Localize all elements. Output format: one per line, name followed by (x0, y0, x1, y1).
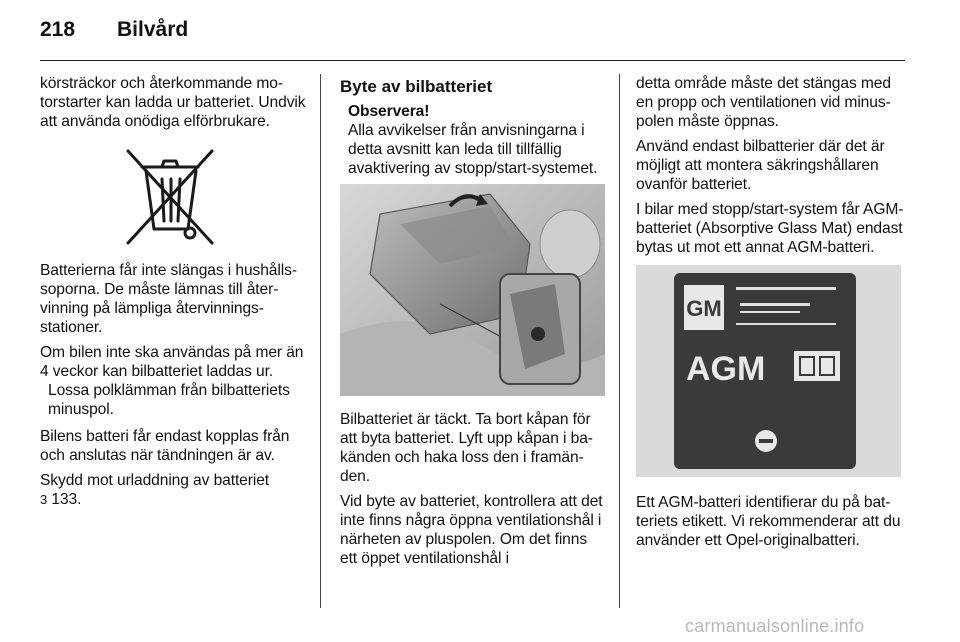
paragraph-remove-cover: Bilbatteriet är täckt. Ta bort kåpan för att byta batteriet. Lyft upp kåpan i bakänden och haka loss den i framänden. (340, 411, 593, 485)
paragraph-terminal: Lossa polklämman från bilbatteriets minuspol. (48, 382, 290, 418)
heading-battery-replacement: Byte av bilbatteriet (340, 77, 493, 96)
paragraph-fuse-holder: Använd endast bilbatterier där det är möjligt att montera säkringshållaren ovanför batteriet. (636, 138, 885, 193)
paragraph-vent-plug: detta område måste det stängas med en propp och ventilationen vid minuspolen måste öppnas. (636, 75, 891, 130)
column-divider-2 (619, 74, 620, 608)
column-3 (636, 74, 906, 556)
watermark: carmanualsonline.info (685, 616, 865, 636)
minus-terminal-icon (759, 439, 773, 443)
note-title: Observera! (348, 103, 430, 120)
column-1 (40, 74, 308, 515)
page-ref-arrow-icon: 3 (40, 492, 48, 507)
page-ref-link[interactable]: 133. (51, 491, 82, 508)
paragraph-ignition: Bilens batteri får endast kopplas från och anslutas när tändningen är av. (40, 428, 290, 464)
agm-battery-label-image (636, 265, 901, 477)
paragraph-agm-identify: Ett AGM-batteri identifierar du på batteriets etikett. Vi rekommenderar att du använder ett Opel-originalbatteri. (636, 494, 901, 549)
note-block (340, 102, 605, 178)
label-type: AGM (686, 350, 766, 388)
protection-text: Skydd mot urladdning av batteriet (40, 472, 270, 489)
recycling-bin-crossed-icon (118, 147, 224, 247)
label-brand: GM (686, 296, 722, 321)
paragraph-disposal: Batterierna får inte slängas i hushållssoporna. De måste lämnas till återvinning på lämpliga återvinningsstationer. (40, 262, 298, 336)
paragraph-vent-check: Vid byte av batteriet, kontrollera att det inte finns några öppna ventilationshål i närheten av pluspolen. Om det finns ett öppet ventilationshål i (340, 493, 603, 567)
battery-cover-photo (340, 184, 605, 396)
paragraph-protection (40, 471, 308, 509)
note-text: Alla avvikelser från anvisningarna i detta avsnitt kan leda till tillfällig avaktivering av stopp/start-systemet. (348, 122, 598, 177)
page-header (40, 14, 905, 50)
paragraph-storage: Om bilen inte ska användas på mer än 4 veckor kan bilbatteriet laddas ur. (40, 344, 304, 380)
paragraph-agm-only: I bilar med stopp/start-system får AGM-batteriet (Absorptive Glass Mat) endast bytas ut mot ett annat AGM-batteri. (636, 201, 904, 256)
column-divider-1 (320, 74, 321, 608)
column-2 (340, 74, 605, 574)
page-number: 218 (40, 18, 76, 41)
header-rule (40, 60, 905, 61)
paragraph-discharge: körsträckor och återkommande motorstarter kan ladda ur batteriet. Undvik att använda onödiga elförbrukare. (40, 75, 306, 130)
section-title: Bilvård (117, 18, 189, 41)
